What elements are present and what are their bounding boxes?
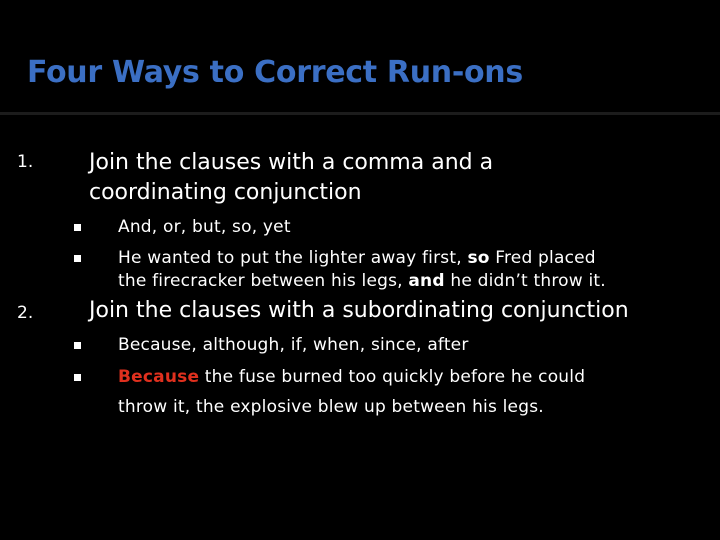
item-2-text: Join the clauses with a subordinating conjunction: [89, 298, 629, 323]
bullet-square-icon: [74, 374, 81, 381]
item-2-sub-2-line-1: [118, 366, 585, 389]
sub-text-segment: he didn’t throw it.: [444, 271, 606, 291]
item-1-sub-2-line-1: [118, 247, 596, 270]
keyword-so: so: [467, 248, 490, 268]
slide-title: Four Ways to Correct Run-ons: [27, 55, 523, 90]
item-1-sub-2-line-2: [118, 270, 606, 293]
item-2-sub-1: Because, although, if, when, since, after: [118, 335, 469, 355]
item-2-sub-2-line-2: throw it, the explosive blew up between his legs.: [118, 397, 544, 417]
bullet-square-icon: [74, 255, 81, 262]
item-1-number: 1.: [17, 152, 34, 172]
bullet-square-icon: [74, 224, 81, 231]
keyword-and: and: [408, 271, 445, 291]
keyword-because: Because: [118, 367, 200, 387]
item-1-text-line-2: coordinating conjunction: [89, 180, 362, 205]
item-1-text-line-1: Join the clauses with a comma and a: [89, 150, 494, 175]
item-2-number: 2.: [17, 303, 34, 323]
bullet-square-icon: [74, 342, 81, 349]
title-divider: [0, 112, 720, 115]
sub-text-segment: the fuse burned too quickly before he could: [199, 367, 586, 387]
sub-text-segment: Fred placed: [489, 248, 596, 268]
sub-text-segment: the firecracker between his legs,: [118, 271, 409, 291]
sub-text-segment: He wanted to put the lighter away first,: [118, 248, 468, 268]
item-1-sub-1: And, or, but, so, yet: [118, 217, 291, 237]
